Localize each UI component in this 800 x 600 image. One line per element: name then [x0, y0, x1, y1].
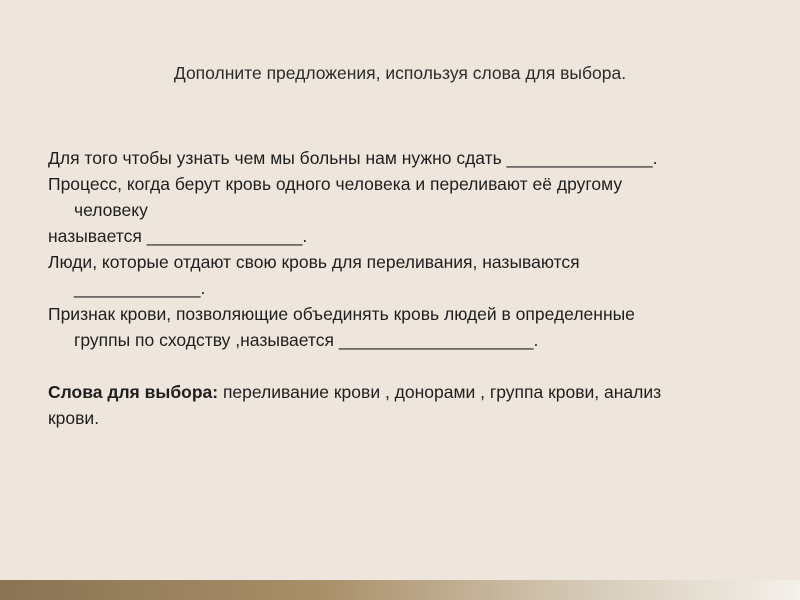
word-bank-list: переливание крови , донорами , группа крови, анализ: [218, 382, 662, 402]
spacer: [48, 353, 748, 379]
slide-title: Дополните предложения, используя слова для выбора.: [173, 63, 627, 83]
sentence-3-blank: _____________.: [74, 278, 206, 298]
sentence-2-ending: называется ________________.: [48, 226, 308, 246]
footer-gradient-bar: [0, 580, 800, 600]
word-bank: [48, 379, 748, 405]
sentence-4-continuation: группы по сходству ,называется ____________________.: [74, 330, 539, 350]
sentence-4: Признак крови, позволяющие объединять кровь людей в определенные: [48, 304, 635, 324]
sentence-1: Для того чтобы узнать чем мы больны нам нужно сдать _______________.: [48, 148, 658, 168]
sentence-3: Люди, которые отдают свою кровь для переливания, называются: [48, 252, 580, 272]
word-bank-continuation: крови.: [48, 408, 100, 428]
sentence-2: Процесс, когда берут кровь одного человека и переливают её другому: [48, 174, 623, 194]
sentence-2-continuation: человеку: [74, 200, 148, 220]
word-bank-label: Слова для выбора:: [48, 382, 219, 402]
exercise-text: [48, 145, 748, 431]
